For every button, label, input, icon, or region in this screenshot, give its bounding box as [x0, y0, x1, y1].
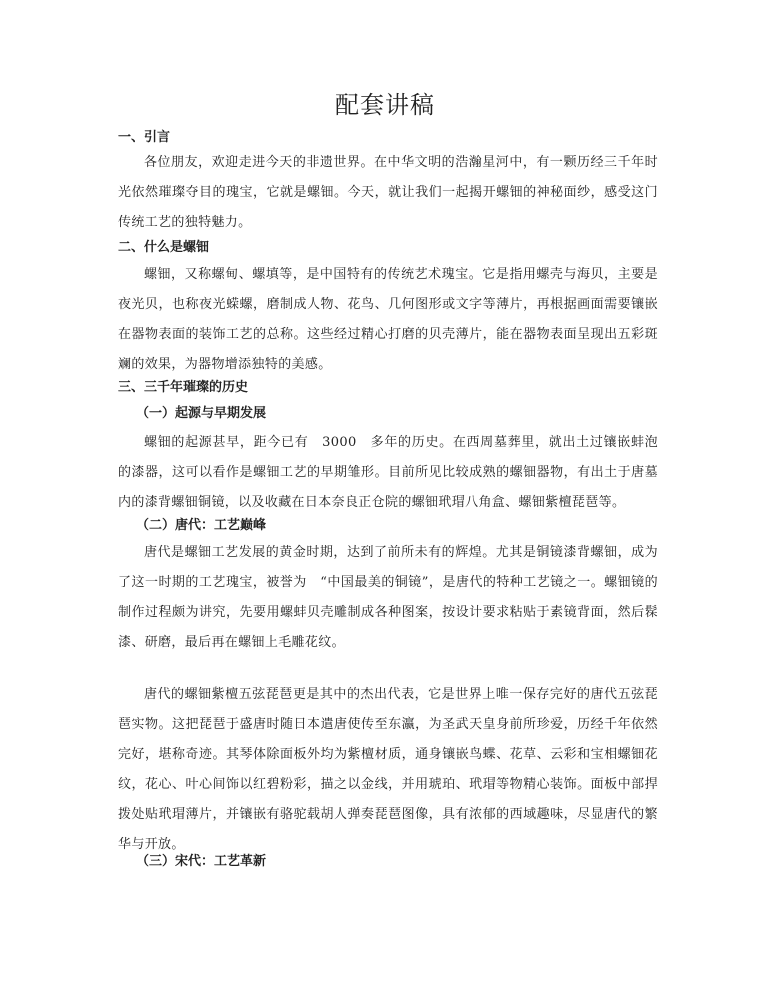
section-heading-what-is-luodian: 二、什么是螺钿 [118, 240, 210, 255]
subsection-heading-song-dynasty: （三）宋代：工艺革新 [136, 854, 267, 869]
subsection-heading-tang-dynasty: （二）唐代：工艺巅峰 [136, 518, 267, 533]
section-heading-history: 三、三千年璀璨的历史 [118, 380, 249, 395]
paragraph-origin: 螺钿的起源甚早，距今已有 3000 多年的历史。在西周墓葬里，就出土过镶嵌蚌泡的漆器，这可以看作是螺钿工艺的早期雏形。目前所见比较成熟的螺钿器物，有出土于唐墓内的漆背螺钿铜镜，以及收藏在日本奈良正仓院的螺钿玳瑁八角盒、螺钿紫檀琵琶等。 [118, 435, 658, 510]
subsection-heading-origin: （一）起源与早期发展 [136, 406, 267, 421]
paragraph-tang-pipa: 唐代的螺钿紫檀五弦琵琶更是其中的杰出代表，它是世界上唯一保存完好的唐代五弦琵琶实物。这把琵琶于盛唐时随日本遣唐使传至东瀛，为圣武天皇身前所珍爱，历经千年依然完好，堪称奇迹。其琴体除面板外均为紫檀材质，通身镶嵌鸟蝶、花草、云彩和宝相螺钿花纹，花心、叶心间饰以红碧粉彩，描之以金线，并用琥珀、玳瑁等物精心装饰。面板中部捍拨处贴玳瑁薄片，并镶嵌有骆驼载胡人弹奏琵琶图像，具有浓郁的西域趣味，尽显唐代的繁华与开放。 [118, 687, 658, 852]
section-heading-introduction: 一、引言 [118, 130, 171, 145]
paragraph-introduction: 各位朋友，欢迎走进今天的非遗世界。在中华文明的浩瀚星河中，有一颗历经三千年时光依然璀璨夺目的瑰宝，它就是螺钿。今天，就让我们一起揭开螺钿的神秘面纱，感受这门传统工艺的独特魅力。 [118, 155, 658, 230]
paragraph-what-is-luodian: 螺钿，又称螺甸、螺填等，是中国特有的传统艺术瑰宝。它是指用螺壳与海贝，主要是夜光贝，也称夜光蝾螺，磨制成人物、花鸟、几何图形或文字等薄片，再根据画面需要镶嵌在器物表面的装饰工艺的总称。这些经过精心打磨的贝壳薄片，能在器物表面呈现出五彩斑斓的效果，为器物增添独特的美感。 [118, 267, 658, 372]
paragraph-tang-mirrors: 唐代是螺钿工艺发展的黄金时期，达到了前所未有的辉煌。尤其是铜镜漆背螺钿，成为了这一时期的工艺瑰宝，被誉为 “中国最美的铜镜”，是唐代的特种工艺镜之一。螺钿镜的制作过程颇为讲究，先要用螺蚌贝壳雕制成各种图案，按设计要求粘贴于素镜背面，然后髹漆、研磨，最后再在螺钿上毛雕花纹。 [118, 545, 658, 650]
document-title: 配套讲稿 [335, 91, 435, 119]
